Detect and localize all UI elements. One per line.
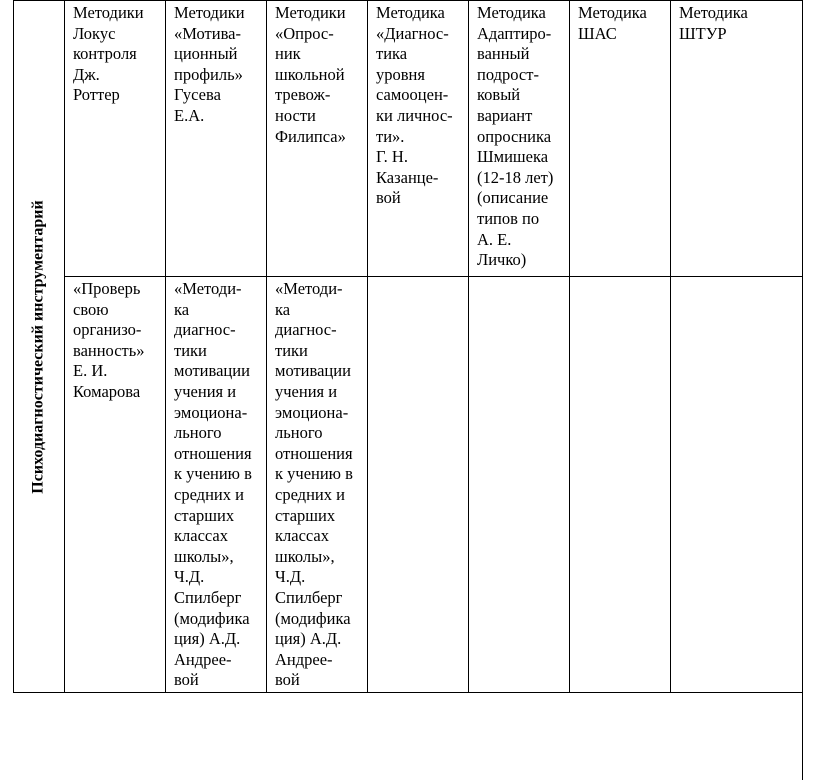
table-cell [570, 277, 671, 693]
cell-text: Методика ШТУР [679, 3, 748, 43]
table-row-1 [14, 1, 803, 277]
table-cell [65, 1, 166, 277]
cell-text: Методика ШАС [578, 3, 647, 43]
table-cell [267, 277, 368, 693]
table-cell [166, 277, 267, 693]
table-cell [671, 1, 803, 277]
cell-text: «Проверь свою организо- ванность» Е. И. Комарова [73, 279, 145, 401]
methods-table [13, 0, 803, 693]
cell-text: Методики «Мотива- ционный профиль» Гусева Е.А. [174, 3, 245, 125]
cell-text: «Методи- ка диагнос- тики мотивации учения и эмоциона- льного отношения к учению в средних и старших классах школы», Ч.Д. Спилберг (модифика ция) А.Д. Андрее- вой [275, 279, 353, 690]
table-cell [671, 277, 803, 693]
cell-text: Методики Локус контроля Дж. Роттер [73, 3, 144, 105]
page-edge-line [802, 692, 803, 780]
table-cell [368, 1, 469, 277]
table-row-2 [14, 277, 803, 693]
cell-text: Методики «Опрос- ник школьной тревож- ности Филипса» [275, 3, 346, 146]
table-cell [469, 1, 570, 277]
cell-text: Методика Адаптиро- ванный подрост- ковый вариант опросника Шмишека (12-18 лет) (описание типов по А. Е. Личко) [477, 3, 554, 270]
table-cell [65, 277, 166, 693]
table-cell [368, 277, 469, 693]
cell-text: «Методи- ка диагнос- тики мотивации учения и эмоциона- льного отношения к учению в средних и старших классах школы», Ч.Д. Спилберг (модифика ция) А.Д. Андрее- вой [174, 279, 252, 690]
table-cell [166, 1, 267, 277]
section-label: Психодиагностический инструментарий [29, 199, 47, 494]
table-cell [267, 1, 368, 277]
table-cell [469, 277, 570, 693]
cell-text: Методика «Диагнос- тика уровня самооцен- ки личнос- ти». Г. Н. Казанце- вой [376, 3, 453, 208]
table-cell [570, 1, 671, 277]
section-label-cell [14, 1, 65, 693]
